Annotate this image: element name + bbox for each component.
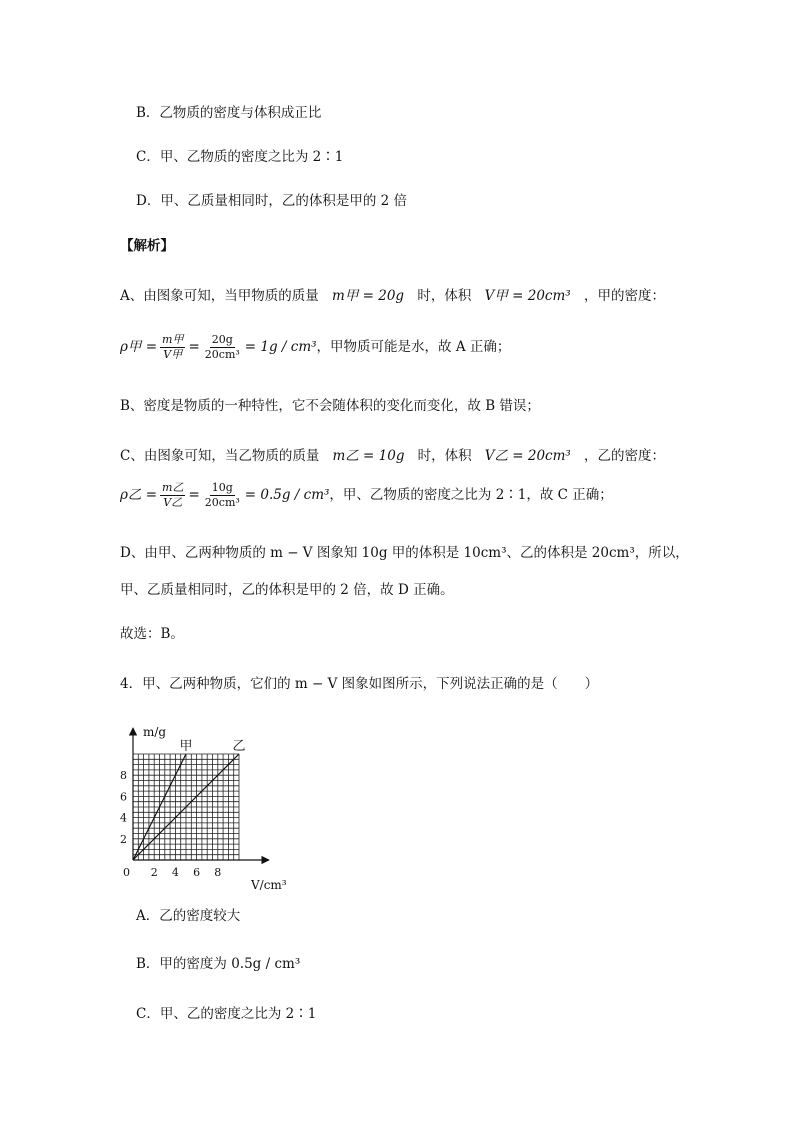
series-label: 乙 xyxy=(232,739,246,754)
y-tick-label: 6 xyxy=(120,790,127,804)
text: 时，体积 xyxy=(417,448,472,464)
x-tick-label: 6 xyxy=(193,866,201,879)
fraction xyxy=(203,333,242,362)
text: 时，体积 xyxy=(417,288,472,304)
text: ，甲、乙物质的密度之比为 2∶1，故 C 正确； xyxy=(329,487,613,503)
fraction-numerator: 10g xyxy=(211,480,233,494)
q4-option-c: C．甲、乙的密度之比为 2∶1 xyxy=(136,1006,317,1022)
analysis-answer: 故选：B。 xyxy=(120,626,184,642)
x-axis-label: V/cm³ xyxy=(251,878,287,892)
formula: ρ甲 = xyxy=(120,339,158,355)
text: A、由图象可知，当甲物质的质量 xyxy=(120,288,319,304)
series-label: 甲 xyxy=(179,739,193,754)
formula: = 0.5g / cm³ xyxy=(244,487,330,503)
x-tick-label: 2 xyxy=(150,866,158,879)
formula: V乙 = 20cm³ xyxy=(484,448,571,464)
text: ，甲的密度： xyxy=(584,288,665,304)
formula: ρ乙 = xyxy=(120,487,158,503)
analysis-d-line2: 甲、乙质量相同时，乙的体积是甲的 2 倍，故 D 正确。 xyxy=(120,582,454,598)
fraction-numerator: 20g xyxy=(211,332,233,346)
analysis-c-line1 xyxy=(120,446,665,466)
option-d: D．甲、乙质量相同时，乙的体积是甲的 2 倍 xyxy=(136,193,407,209)
analysis-c-line2 xyxy=(120,478,613,512)
fraction xyxy=(203,481,242,510)
option-c: C．甲、乙物质的密度之比为 2∶1 xyxy=(136,149,344,165)
fraction-numerator: m乙 xyxy=(162,480,184,494)
fraction xyxy=(160,481,185,510)
fraction xyxy=(160,333,185,362)
formula: m乙 = 10g xyxy=(332,448,405,464)
analysis-a-line2 xyxy=(120,330,510,364)
fraction-numerator: m甲 xyxy=(162,332,184,346)
text: C、由图象可知，当乙物质的质量 xyxy=(120,448,320,464)
fraction-denominator: V乙 xyxy=(163,495,183,509)
x-tick-label: 4 xyxy=(171,866,179,879)
origin-label: 0 xyxy=(123,866,130,879)
analysis-header: 【解析】 xyxy=(120,238,174,254)
y-tick-label: 2 xyxy=(120,832,127,846)
q4-option-b: B．甲的密度为 0.5g / cm³ xyxy=(136,956,301,972)
analysis-a-line1 xyxy=(120,286,665,306)
fraction-denominator: V甲 xyxy=(163,347,183,361)
x-tick-label: 8 xyxy=(214,866,222,879)
text: ，乙的密度： xyxy=(583,448,665,464)
formula: V甲 = 20cm³ xyxy=(484,288,571,304)
y-tick-label: 4 xyxy=(120,811,127,825)
formula: m甲 = 20g xyxy=(332,288,405,304)
analysis-d-line1: D、由甲、乙两种物质的 m − V 图象知 10g 甲的体积是 10cm³、乙的体积是 20cm³，所以， xyxy=(120,545,689,561)
mv-chart-svg xyxy=(118,725,308,890)
chart-labels xyxy=(120,725,287,892)
y-axis-label: m/g xyxy=(143,725,167,739)
fraction-denominator: 20cm³ xyxy=(204,495,240,509)
q4-option-a: A．乙的密度较大 xyxy=(136,908,241,924)
option-b: B．乙物质的密度与体积成正比 xyxy=(136,105,322,121)
fraction-denominator: 20cm³ xyxy=(204,347,240,361)
analysis-b-line: B、密度是物质的一种特性，它不会随体积的变化而变化，故 B 错误； xyxy=(120,398,540,414)
mv-chart xyxy=(118,725,308,890)
equals: = xyxy=(188,339,200,355)
y-tick-label: 8 xyxy=(120,769,127,783)
formula: = 1g / cm³ xyxy=(244,339,317,355)
question4-stem: 4．甲、乙两种物质，它们的 m − V 图象如图所示，下列说法正确的是（ ） xyxy=(120,676,599,692)
text: ，甲物质可能是水，故 A 正确； xyxy=(316,339,511,355)
equals: = xyxy=(188,487,200,503)
